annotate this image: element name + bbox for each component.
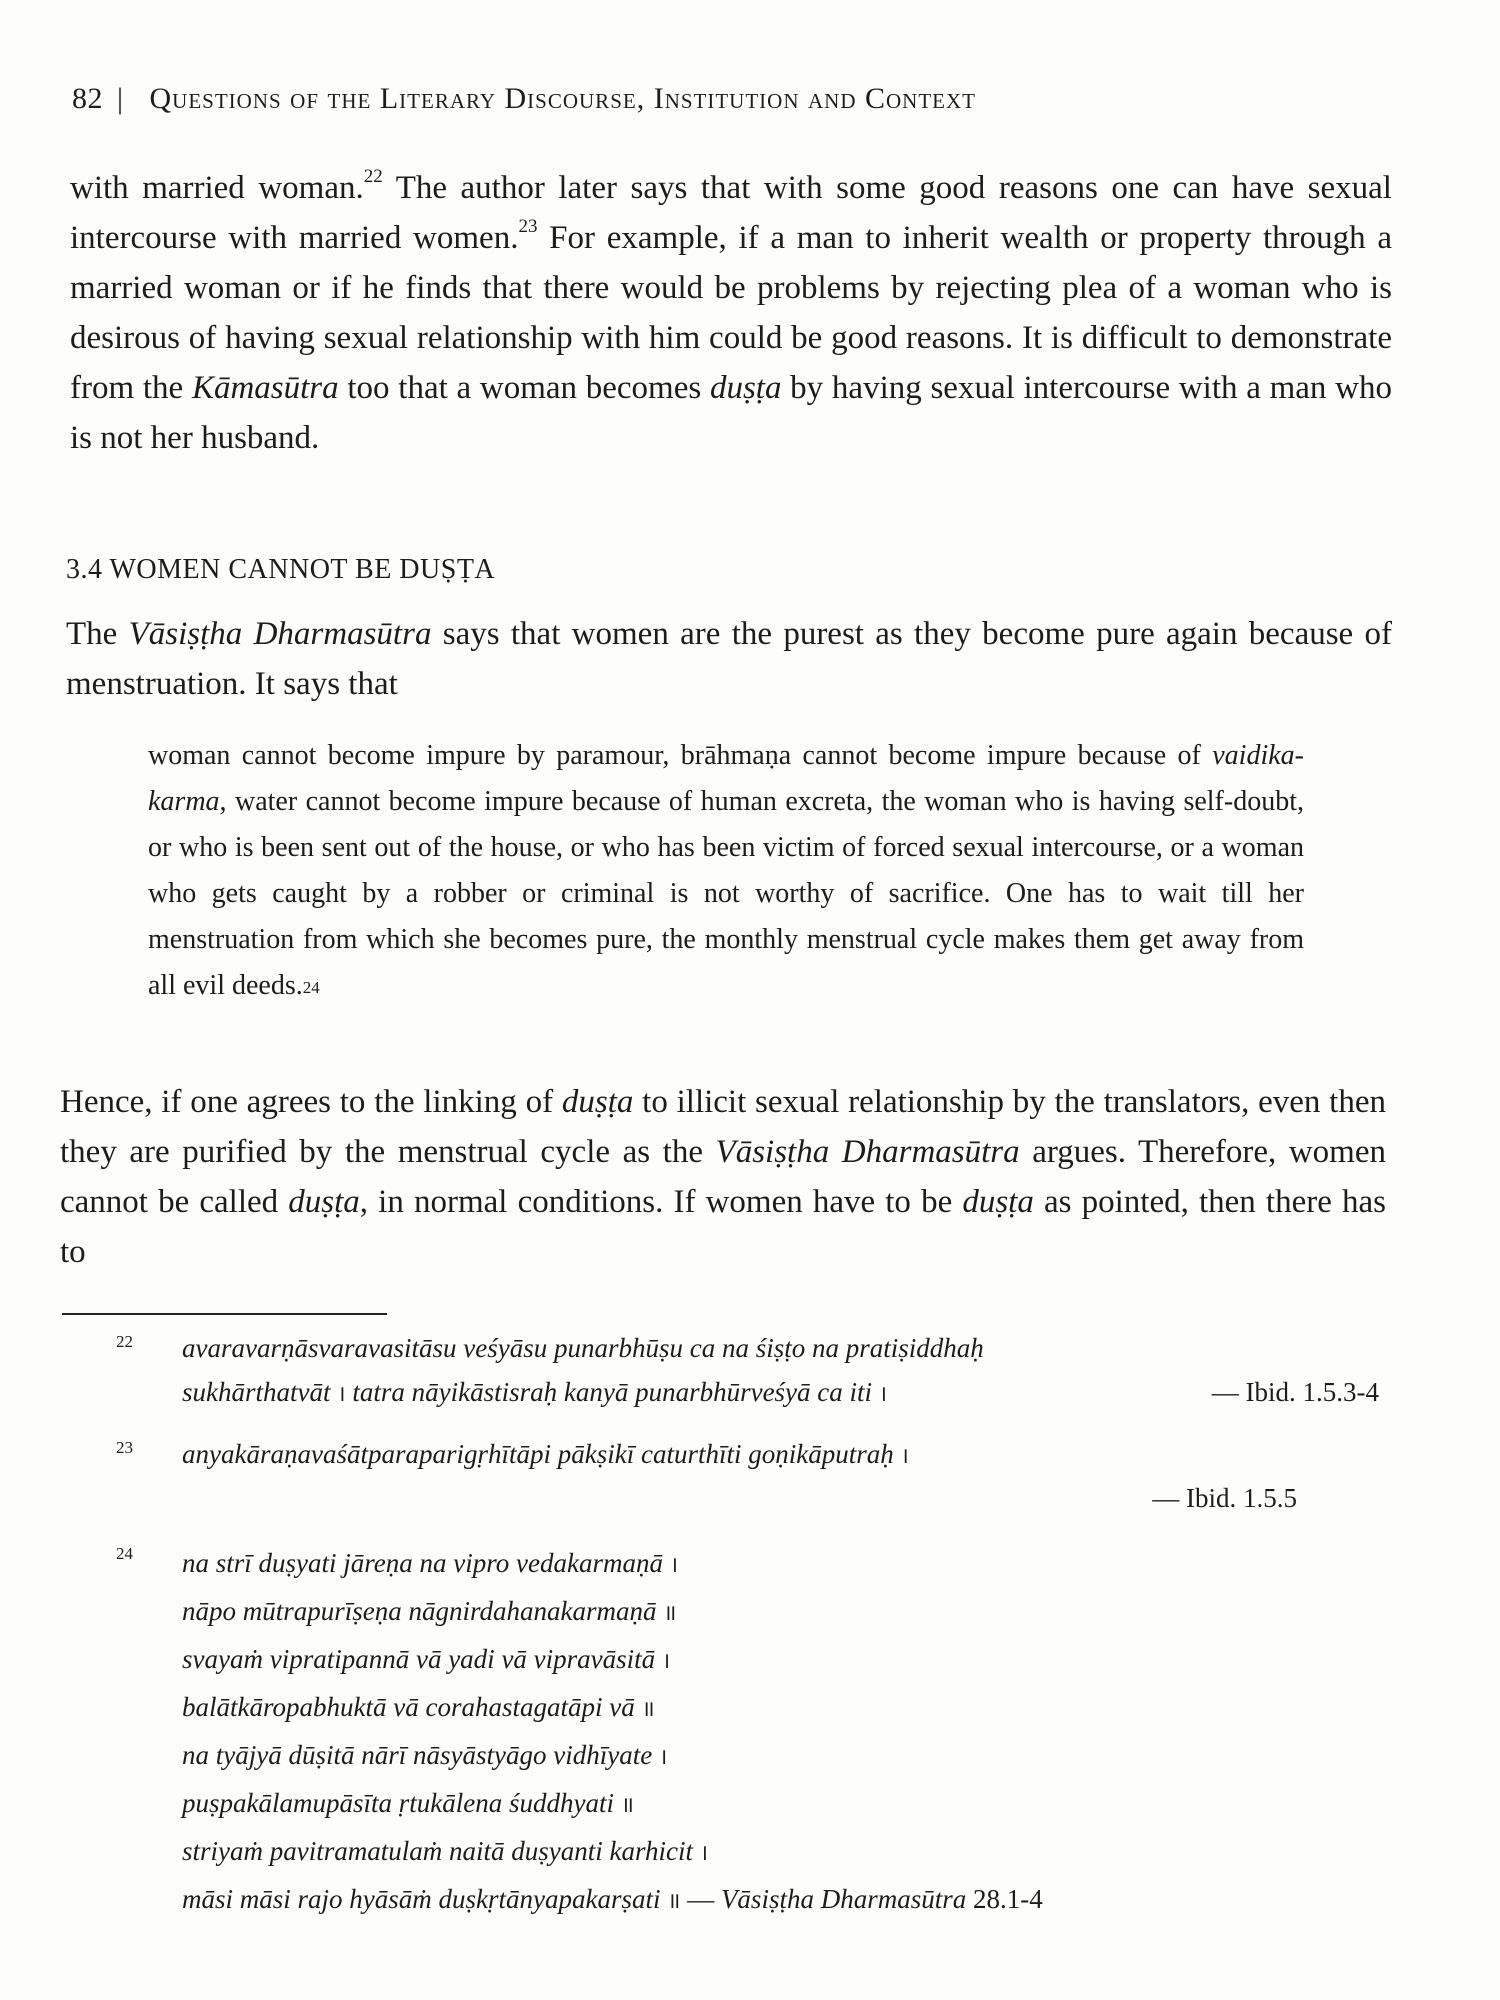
danda-mark: । (900, 1443, 909, 1468)
text-run: with married woman. (70, 170, 364, 206)
italic-term: vaidika-karma (148, 740, 1304, 817)
text-run: balātkāropabhuktā vā corahastagatāpi vā (182, 1692, 635, 1722)
text-run: nāpo mūtrapurīṣeṇa nāgnirdahanakarmaṇā (182, 1596, 657, 1626)
footnote-source: — Ibid. 1.5.5 (1152, 1483, 1297, 1513)
verse-line (182, 1780, 1387, 1828)
italic-term: duṣṭa (561, 1084, 634, 1120)
danda-mark: । (337, 1381, 346, 1406)
text-run: , water cannot become impure because of human excreta, the woman who is having self-doubt, or who is been sent out of the house, or who has been victim of forced sexual intercourse, or a woman who gets caught by a robber or criminal is not worthy of sacrifice. One has to wait till her menstruation from which she becomes pure, the monthly menstrual cycle makes them get away from all evil deeds. (148, 786, 1304, 1001)
verse-line (182, 1588, 1387, 1636)
danda-mark: । (658, 1744, 668, 1769)
verse-line (182, 1478, 1387, 1522)
danda-mark: ॥ (620, 1792, 634, 1817)
text-run: argues. Therefore, women cannot be called (60, 1134, 1386, 1220)
text-run: anyakāraṇavaśātparaparigṛhītāpi pākṣikī caturthīti goṇikāputraḥ (182, 1439, 894, 1469)
italic-term: duṣṭa (962, 1184, 1034, 1220)
text-run: māsi māsi rajo hyāsāṁ duṣkṛtānyapakarṣati (182, 1884, 661, 1914)
footnote-divider (62, 1313, 387, 1315)
header-separator: | (117, 82, 124, 115)
footnote-source: — Ibid. 1.5.3-4 (1211, 1377, 1379, 1407)
verse-line (182, 1636, 1387, 1684)
text-run: The author later says that with some good reasons one can have sexual intercourse with married women. (70, 170, 1392, 256)
danda-mark: । (699, 1840, 709, 1865)
text-run: to illicit sexual relationship by the translators, even then they are purified by the menstrual cycle as the (60, 1084, 1386, 1170)
section-heading: 3.4 WOMEN CANNOT BE DUṢṬA (66, 554, 496, 585)
source-title: Vāsiṣṭha Dharmasūtra (720, 1884, 967, 1914)
footnote-number: 22 (116, 1332, 133, 1351)
running-title: Questions of the Literary Discourse, Institution and Context (149, 82, 976, 115)
verse-line (182, 1684, 1387, 1732)
danda-mark: ॥ (663, 1600, 677, 1625)
footnote-text (182, 1326, 1387, 1416)
verse-line: avaravarṇāsvaravasitāsu veśyāsu punarbhūṣu ca na śiṣṭo na pratiṣiddhaḥ (182, 1333, 984, 1363)
text-run: Hence, if one agrees to the linking of (60, 1084, 562, 1120)
text-run: For example, if a man to inherit wealth or property through a married woman or if he finds that there would be problems by rejecting plea of a woman who is desirous of having sexual relationship with him could be good reasons. It is difficult to demonstrate from the (70, 220, 1392, 406)
verse-line (182, 1876, 1387, 1924)
danda-mark: ॥ (641, 1696, 655, 1721)
italic-term: duṣṭa (709, 370, 782, 406)
text-run: too that a woman becomes (338, 370, 710, 406)
source-ref: 28.1-4 (966, 1884, 1043, 1914)
italic-term: duṣṭa (288, 1184, 360, 1220)
block-quote (148, 733, 1304, 1009)
text-run: striyaṁ pavitramatulaṁ naitā duṣyanti karhicit (182, 1836, 693, 1866)
footnote-ref-23[interactable]: 23 (518, 216, 538, 237)
italic-term: Kāmasūtra (191, 370, 339, 406)
paragraph-1 (70, 163, 1392, 463)
text-run: woman cannot become impure by paramour, brāhmaṇa cannot become impure because of (148, 740, 1213, 771)
text-run: The (66, 616, 129, 652)
italic-term: Vāsiṣṭha Dharmasūtra (128, 616, 432, 652)
verse-line (182, 1370, 1387, 1416)
page-number: 82 (72, 82, 103, 115)
danda-mark: । (878, 1381, 888, 1406)
footnote-text (182, 1540, 1387, 1924)
paragraph-3 (60, 1077, 1386, 1277)
verse-line (182, 1732, 1387, 1780)
danda-mark: । (661, 1648, 671, 1673)
text-run: svayaṁ vipratipannā vā yadi vā vipravāsitā (182, 1644, 656, 1674)
text-run: tatra nāyikāstisraḥ kanyā punarbhūrveśyā ca iti (345, 1377, 873, 1407)
text-run: sukhārthatvāt (182, 1377, 331, 1407)
text-run: na strī duṣyati jāreṇa na vipro vedakarmaṇā (182, 1548, 663, 1578)
danda-mark: ॥ (667, 1888, 681, 1913)
verse-line (182, 1432, 1387, 1478)
footnote-ref-24[interactable]: 24 (302, 978, 320, 997)
danda-mark: । (669, 1552, 679, 1577)
text-run: by having sexual intercourse with a man who is not her husband. (70, 370, 1392, 456)
text-run: says that women are the purest as they become pure again because of menstruation. It says that (66, 616, 1392, 702)
running-head (72, 82, 1372, 116)
text-run: puṣpakālamupāsīta ṛtukālena śuddhyati (182, 1788, 614, 1818)
footnote-ref-22[interactable]: 22 (363, 166, 383, 187)
italic-term: Vāsiṣṭha Dharmasūtra (715, 1134, 1020, 1170)
verse-line (182, 1828, 1387, 1876)
text-run: na tyājyā dūṣitā nārī nāsyāstyāgo vidhīyate (182, 1740, 653, 1770)
source-dash: — (680, 1884, 721, 1914)
text-run: , in normal conditions. If women have to be (359, 1184, 963, 1220)
footnote-number: 23 (116, 1438, 133, 1457)
text-run: as pointed, then there has to (60, 1184, 1386, 1270)
footnote-number: 24 (116, 1544, 133, 1563)
verse-line (182, 1540, 1387, 1588)
paragraph-2 (66, 609, 1392, 709)
footnote-text (182, 1432, 1387, 1522)
